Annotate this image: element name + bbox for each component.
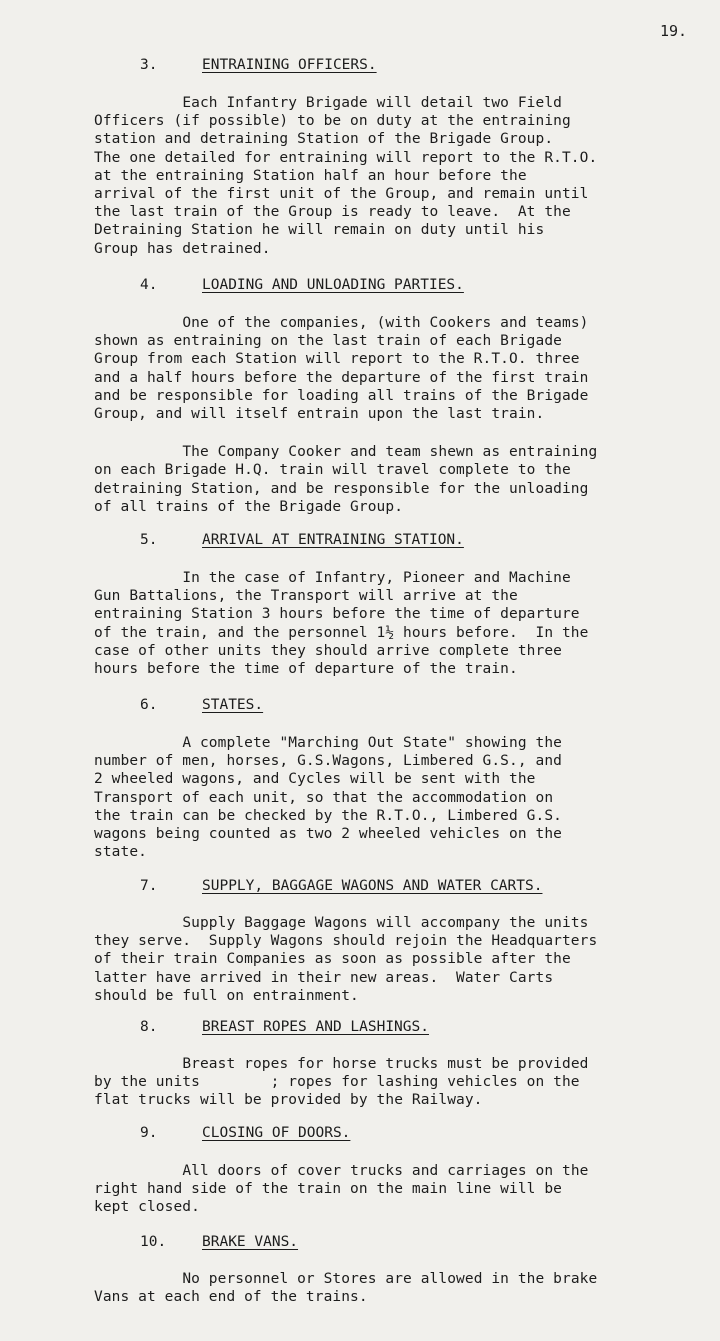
section-heading: [0, 277, 720, 301]
section-heading: [0, 1019, 720, 1043]
section-brake-vans: [0, 1234, 720, 1306]
paragraph: In the case of Infantry, Pioneer and Machine Gun Battalions, the Transport will arrive at the entraining Station 3 hours before the time of departure of the train, and the personnel 1½ hours before. In the case of other units they should arrive complete three hours before the time of departure of the train.: [94, 570, 589, 678]
section-title: CLOSING OF DOORS.: [202, 1125, 351, 1141]
paragraph: A complete "Marching Out State" showing the number of men, horses, G.S.Wagons, Limbered G.S., and 2 wheeled wagons, and Cycles will be sent with the Transport of each unit, so that the accommodation on the train can be checked by the R.T.O., Limbered G.S. wagons being counted as two 2 wheeled vehicles on the state.: [94, 735, 562, 861]
section-arrival-at-entraining-station: [0, 532, 720, 678]
section-heading: [0, 878, 720, 902]
section-title: ARRIVAL AT ENTRAINING STATION.: [202, 532, 464, 548]
section-heading: [0, 532, 720, 556]
paragraph: The Company Cooker and team shewn as entraining on each Brigade H.Q. train will travel complete to the detraining Station, and be responsible for the unloading of all trains of the Brigade Group.: [94, 444, 598, 515]
section-breast-ropes-lashings: [0, 1019, 720, 1110]
paragraph: Breast ropes for horse trucks must be provided by the units ; ropes for lashing vehicles on the flat trucks will be provided by the Railway.: [94, 1056, 589, 1109]
section-title: BRAKE VANS.: [202, 1234, 299, 1250]
section-number: 6.: [140, 697, 158, 713]
paragraph: Each Infantry Brigade will detail two Field Officers (if possible) to be on duty at the entraining station and detraining Station of the Brigade Group. The one detailed for entraining will report to the R.T.O. at the entraining Station half an hour before the arrival of the first unit of the Group, and remain until the last train of the Group is ready to leave. At the Detraining Station he will remain on duty until his Group has detrained.: [94, 95, 598, 257]
paragraph: No personnel or Stores are allowed in the brake Vans at each end of the trains.: [94, 1271, 598, 1306]
section-number: 5.: [140, 532, 158, 548]
section-heading: [0, 1234, 720, 1258]
paragraph: One of the companies, (with Cookers and teams) shown as entraining on the last train of each Brigade Group from each Station will report to the R.T.O. three and a half hours before the departure of the first train and be responsible for loading all trains of the Brigade Group, and will itself entrain upon the last train.: [94, 315, 589, 423]
section-number: 10.: [140, 1234, 167, 1250]
section-closing-of-doors: [0, 1125, 720, 1217]
section-title: SUPPLY, BAGGAGE WAGONS AND WATER CARTS.: [202, 878, 543, 894]
section-title: ENTRAINING OFFICERS.: [202, 57, 377, 73]
section-number: 4.: [140, 277, 158, 293]
section-number: 9.: [140, 1125, 158, 1141]
section-states: [0, 697, 720, 861]
section-heading: [0, 1125, 720, 1149]
section-entraining-officers: [0, 57, 720, 258]
section-heading: [0, 57, 720, 81]
section-title: LOADING AND UNLOADING PARTIES.: [202, 277, 464, 293]
section-heading: [0, 697, 720, 721]
section-supply-baggage-wagons: [0, 878, 720, 1005]
paragraph: All doors of cover trucks and carriages on the right hand side of the train on the main line will be kept closed.: [94, 1163, 589, 1216]
section-number: 3.: [140, 57, 158, 73]
section-title: STATES.: [202, 697, 264, 713]
section-title: BREAST ROPES AND LASHINGS.: [202, 1019, 429, 1035]
page-number: 19.: [660, 22, 688, 40]
section-number: 8.: [140, 1019, 158, 1035]
section-loading-unloading-parties: [0, 277, 720, 516]
paragraph: Supply Baggage Wagons will accompany the units they serve. Supply Wagons should rejoin the Headquarters of their train Companies as soon as possible after the latter have arrived in their new areas. Water Carts should be full on entrainment.: [94, 915, 598, 1004]
section-number: 7.: [140, 878, 158, 894]
